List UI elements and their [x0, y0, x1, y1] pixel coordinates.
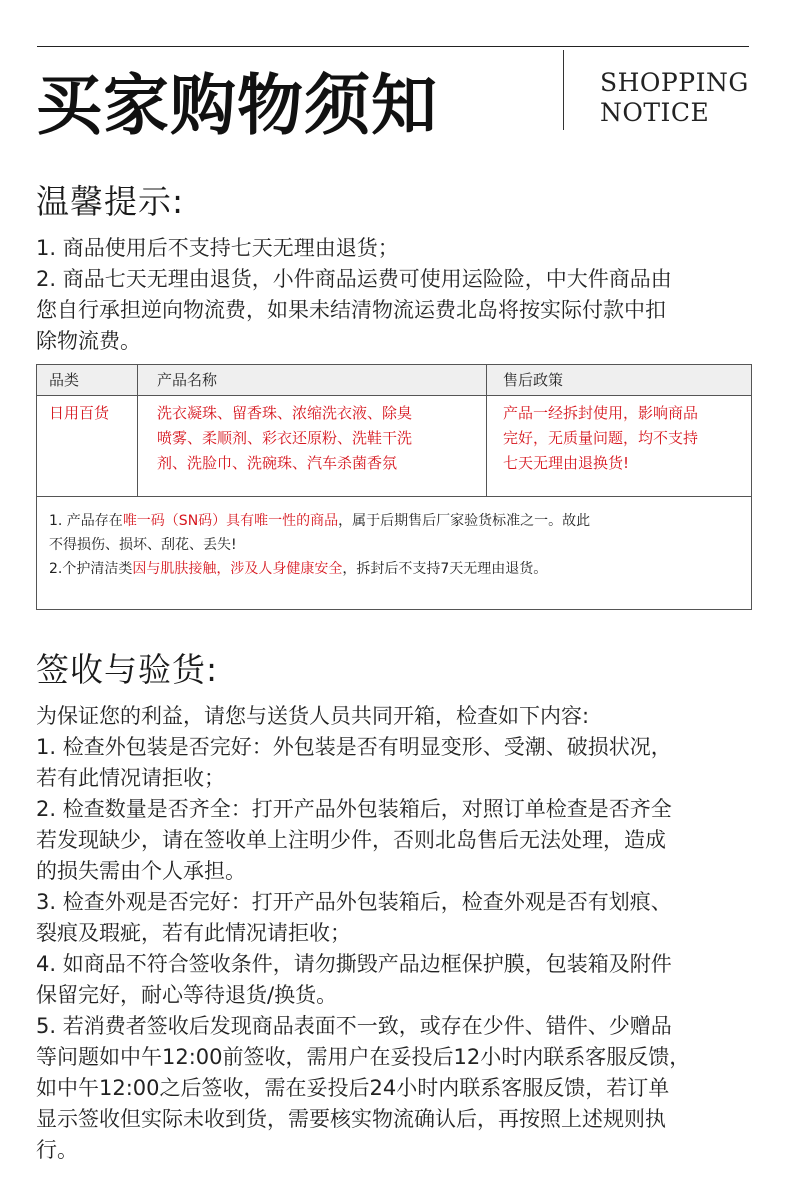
header-category: 品类: [49, 371, 80, 389]
title-en-line1: SHOPPING: [600, 68, 749, 97]
receipt-text: [36, 701, 760, 1166]
receipt-line: 4. 如商品不符合签收条件，请勿撕毁产品边框保护膜，包装箱及附件: [36, 952, 672, 976]
receipt-line: 若发现缺少，请在签收单上注明少件，否则北岛售后无法处理，造成: [36, 828, 666, 852]
tips-heading: 温馨提示:: [36, 182, 185, 221]
receipt-line: 裂痕及瑕疵，若有此情况请拒收；: [36, 921, 351, 945]
product-line: 剂、洗脸巾、洗碗珠、汽车杀菌香氛: [157, 454, 398, 472]
product-line: 喷雾、柔顺剂、彩衣还原粉、洗鞋干洗: [157, 429, 413, 447]
receipt-line: 若有此情况请拒收；: [36, 766, 225, 790]
note-1: [49, 509, 745, 533]
tips-text: [36, 233, 760, 357]
receipt-line: 1. 检查外包装是否完好：外包装是否有明显变形、受潮、破损状况，: [36, 735, 672, 759]
receipt-heading: 签收与验货:: [36, 650, 219, 689]
receipt-line: 显示签收但实际未收到货，需要核实物流确认后，再按照上述规则执: [36, 1107, 666, 1131]
header-after-sales: 售后政策: [503, 371, 564, 389]
column-divider: [137, 365, 138, 497]
tips-line: 1. 商品使用后不支持七天无理由退货；: [36, 236, 399, 260]
note-1-highlight: 唯一码（SN码）具有唯一性的商品: [122, 513, 339, 529]
row-after-sales-policy: [503, 401, 698, 476]
table-header-row: [37, 365, 751, 396]
page-title: 买家购物须知: [36, 67, 438, 144]
receipt-line: 为保证您的利益，请您与送货人员共同开箱，检查如下内容:: [36, 704, 590, 728]
page-title-english: [600, 68, 749, 128]
column-divider: [486, 365, 487, 497]
policy-line: 七天无理由退换货!: [503, 454, 630, 472]
header-product-name: 产品名称: [157, 371, 218, 389]
product-line: 洗衣凝珠、留香珠、浓缩洗衣液、除臭: [157, 404, 413, 422]
receipt-line: 行。: [36, 1138, 78, 1162]
note-1-text: 1. 产品存在: [49, 513, 123, 529]
row-category: 日用百货: [49, 404, 110, 422]
note-2-text-end: ，拆封后不支持7天无理由退货。: [342, 561, 548, 577]
receipt-line: 5. 若消费者签收后发现商品表面不一致，或存在少件、错件、少赠品: [36, 1014, 672, 1038]
note-1-continued: 不得损伤、损坏、刮花、丢失!: [49, 537, 237, 553]
note-1-text-end: ，属于后期售后厂家验货标准之一。故此: [338, 513, 591, 529]
receipt-line: 如中午12:00之后签收，需在妥投后24小时内联系客服反馈，若订单: [36, 1076, 670, 1100]
policy-table: [36, 364, 752, 610]
note-2-text: 2.个护清洁类: [49, 561, 133, 577]
receipt-line: 等问题如中午12:00前签收，需用户在妥投后12小时内联系客服反馈，: [36, 1045, 691, 1069]
title-en-line2: NOTICE: [600, 98, 710, 127]
note-2: [49, 557, 745, 581]
note-2-highlight: 因与肌肤接触，涉及人身健康安全: [132, 561, 343, 577]
title-divider: [563, 50, 564, 130]
tips-line: 除物流费。: [36, 329, 141, 353]
receipt-line: 保留完好，耐心等待退货/换货。: [36, 983, 338, 1007]
receipt-line: 的损失需由个人承担。: [36, 859, 246, 883]
tips-line: 2. 商品七天无理由退货，小件商品运费可使用运险险，中大件商品由: [36, 267, 672, 291]
table-notes: [49, 509, 745, 581]
receipt-line: 2. 检查数量是否齐全：打开产品外包装箱后，对照订单检查是否齐全: [36, 797, 672, 821]
receipt-line: 3. 检查外观是否完好：打开产品外包装箱后，检查外观是否有划痕、: [36, 890, 672, 914]
top-rule: [37, 46, 749, 47]
policy-line: 产品一经拆封使用，影响商品: [503, 404, 699, 422]
row-product-names: [157, 401, 412, 476]
tips-line: 您自行承担逆向物流费，如果未结清物流运费北岛将按实际付款中扣: [36, 298, 666, 322]
policy-line: 完好，无质量问题，均不支持: [503, 429, 699, 447]
